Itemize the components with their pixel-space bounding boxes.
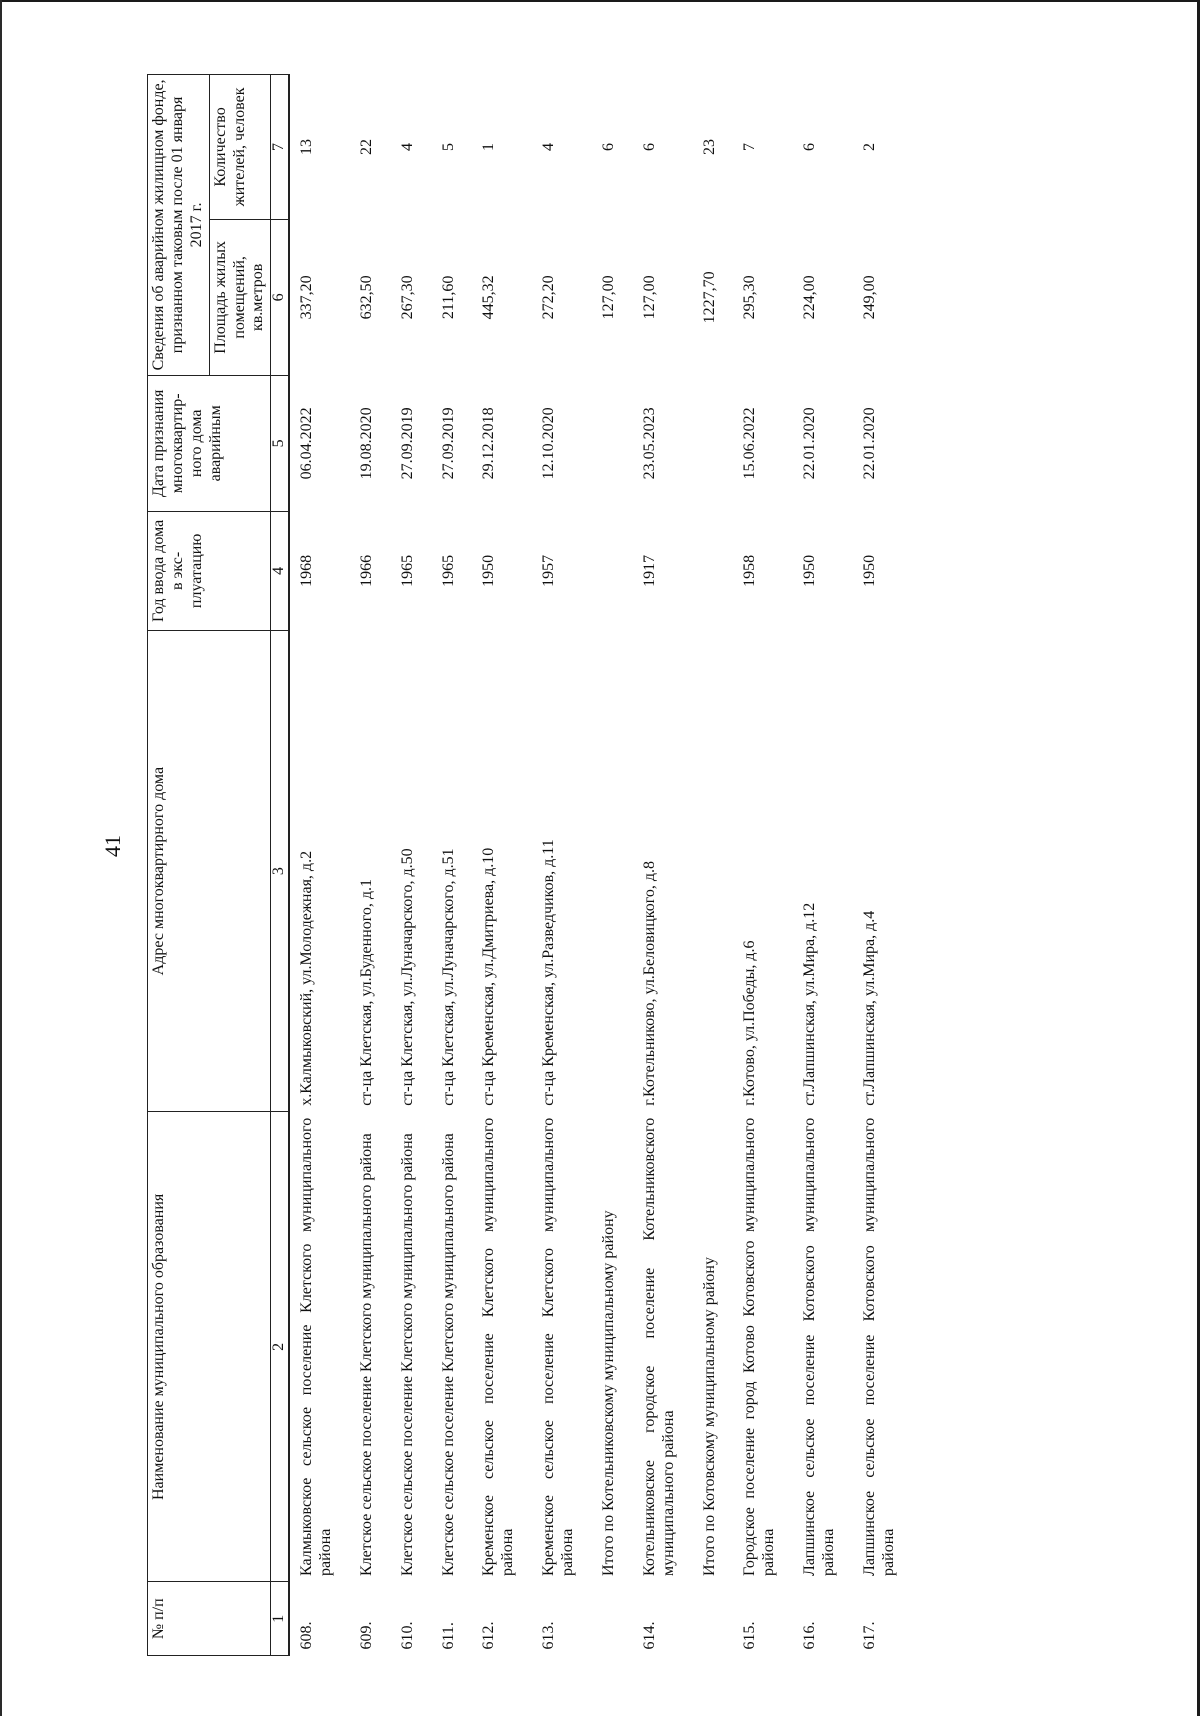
row-date: 29.12.2018	[480, 407, 498, 480]
table-row	[432, 75, 473, 1656]
subtotal-label: Итого по Котовскому муниципальному району	[700, 1257, 718, 1576]
row-year: 1965	[439, 554, 457, 587]
row-municipality: Кременское сельское поселение Клетского муниципального района	[480, 1117, 517, 1576]
table-row	[289, 75, 350, 1656]
header-date: Дата признания многоквартир-ного дома аварийным	[148, 375, 271, 511]
row-number: 616.	[801, 1621, 819, 1650]
row-date: 19.08.2020	[357, 407, 375, 480]
row-number: 613.	[540, 1621, 558, 1650]
header-num: № п/п	[148, 1582, 271, 1656]
column-number: 3	[271, 630, 289, 1111]
row-address: ст.Лапшинская, ул.Мира, д.4	[860, 910, 878, 1106]
row-municipality: Котельниковское городское поселение Котельниковского муниципального района	[640, 1117, 677, 1576]
table-row	[350, 75, 391, 1656]
row-date: 15.06.2022	[741, 407, 759, 480]
row-date: 12.10.2020	[540, 407, 558, 480]
row-date: 22.01.2020	[801, 407, 819, 480]
row-number: 611.	[439, 1622, 457, 1650]
row-address: ст-ца Кременская, ул.Разведчиков, д.11	[540, 839, 558, 1106]
row-people: 7	[741, 142, 759, 151]
row-number: 615.	[741, 1621, 759, 1650]
row-address: ст-ца Клетская, ул.Луначарского, д.51	[439, 848, 457, 1106]
row-area: 211,60	[439, 275, 457, 320]
row-municipality: Клетское сельское поселение Клетского муниципального района	[398, 1133, 416, 1576]
row-address: ст-ца Клетская, ул.Луначарского, д.50	[398, 848, 416, 1106]
row-number	[693, 1582, 734, 1656]
row-date: 27.09.2019	[439, 407, 457, 480]
row-area: 632,50	[357, 275, 375, 320]
row-people: 6	[599, 142, 617, 151]
row-municipality: Кременское сельское поселение Клетского муниципального района	[540, 1117, 577, 1576]
row-people: 23	[700, 138, 718, 155]
row-people: 1	[480, 142, 498, 151]
row-people: 6	[801, 142, 819, 151]
row-date: 23.05.2023	[640, 407, 658, 480]
row-address: ст-ца Кременская, ул.Дмитриева, д.10	[480, 847, 498, 1106]
row-area: 272,20	[540, 275, 558, 320]
subtotal-row	[592, 75, 633, 1656]
row-date: 27.09.2019	[398, 407, 416, 480]
table-row	[633, 75, 693, 1656]
column-number: 5	[271, 375, 289, 511]
table-row	[853, 75, 913, 1656]
column-number: 6	[271, 219, 289, 375]
row-people: 22	[357, 138, 375, 155]
row-people: 2	[860, 142, 878, 151]
header-emergency-group: Сведения об аварийном жилищном фонде, признанном таковым после 01 января 2017 г.	[148, 75, 210, 376]
row-area: 224,00	[801, 275, 819, 320]
table-row	[733, 75, 793, 1656]
row-people: 5	[439, 142, 457, 151]
row-address: г.Котельниково, ул.Беловицкого, д.8	[640, 860, 658, 1106]
row-address: г.Котово, ул.Победы, д.6	[741, 940, 759, 1106]
column-number: 1	[271, 1582, 289, 1656]
row-municipality: Городское поселение город Котово Котовского муниципального района	[741, 1117, 778, 1576]
table-row	[793, 75, 853, 1656]
page-number: 41	[100, 835, 125, 857]
row-address: х.Калмыковский, ул.Молодежная, д.2	[298, 850, 316, 1106]
row-people: 4	[540, 142, 558, 151]
column-number: 4	[271, 511, 289, 630]
column-number: 2	[271, 1112, 289, 1582]
row-year: 1968	[298, 554, 316, 587]
row-date: 22.01.2020	[860, 407, 878, 480]
row-number: 609.	[357, 1621, 375, 1650]
table-row	[391, 75, 432, 1656]
table-header	[148, 75, 290, 1656]
row-number: 617.	[860, 1621, 878, 1650]
row-municipality: Лапшинское сельское поселение Котовского муниципального района	[860, 1117, 897, 1576]
header-people: Количество жителей, человек	[209, 75, 271, 220]
row-year: 1965	[398, 554, 416, 587]
row-year: 1917	[640, 554, 658, 587]
row-year: 1966	[357, 554, 375, 587]
row-area: 249,00	[860, 275, 878, 320]
header-municipality: Наименование муниципального образования	[148, 1112, 271, 1582]
row-year: 1957	[540, 554, 558, 587]
table-row	[532, 75, 592, 1656]
header-area: Площадь жилых помещений, кв.метров	[209, 219, 271, 375]
row-area: 295,30	[741, 275, 759, 320]
row-municipality: Лапшинское сельское поселение Котовского муниципального района	[801, 1117, 838, 1576]
housing-register-table	[147, 74, 913, 1656]
row-number	[592, 1582, 633, 1656]
row-municipality: Клетское сельское поселение Клетского муниципального района	[439, 1133, 457, 1576]
header-year: Год ввода дома в экс-плуатацию	[148, 511, 271, 630]
row-area: 1227,70	[700, 271, 718, 324]
row-municipality: Калмыковское сельское поселение Клетского муниципального района	[298, 1117, 334, 1576]
row-year: 1950	[480, 554, 498, 587]
row-year: 1958	[741, 554, 759, 587]
row-number: 614.	[640, 1621, 658, 1650]
row-people: 6	[640, 142, 658, 151]
row-municipality: Клетское сельское поселение Клетского муниципального района	[357, 1133, 375, 1576]
row-area: 267,30	[398, 275, 416, 320]
row-address: ст.Лапшинская, ул.Мира, д.12	[801, 902, 819, 1106]
row-people: 4	[398, 142, 416, 151]
table-row	[472, 75, 532, 1656]
row-people: 13	[298, 138, 316, 155]
row-number: 612.	[480, 1621, 498, 1650]
row-address: ст-ца Клетская, ул.Буденного, д.1	[357, 878, 375, 1106]
row-number: 610.	[398, 1621, 416, 1650]
row-area: 337,20	[298, 275, 316, 320]
row-area: 127,00	[599, 275, 617, 320]
row-area: 127,00	[640, 275, 658, 320]
column-number: 7	[271, 75, 289, 220]
row-area: 445,32	[480, 275, 498, 320]
row-year: 1950	[860, 554, 878, 587]
row-number: 608.	[298, 1621, 316, 1650]
table-body	[289, 75, 913, 1656]
header-address: Адрес многоквартирного дома	[148, 630, 271, 1111]
row-year: 1950	[801, 554, 819, 587]
subtotal-row	[693, 75, 734, 1656]
row-date: 06.04.2022	[298, 407, 316, 480]
subtotal-label: Итого по Котельниковскому муниципальному району	[599, 1210, 617, 1576]
